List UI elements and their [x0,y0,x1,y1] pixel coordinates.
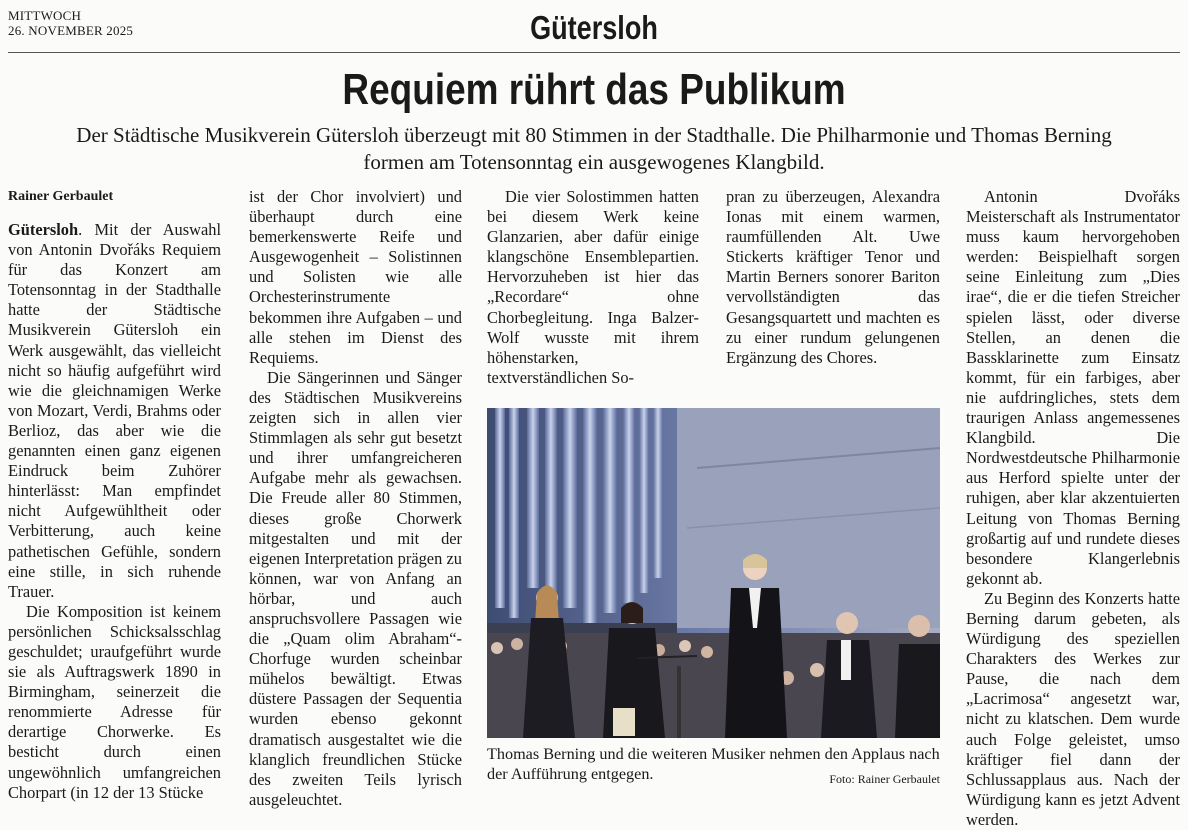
column-4 [726,187,940,368]
dateline: Gütersloh [8,220,79,239]
photo-credit: Foto: Rainer Gerbaulet [829,772,940,786]
concert-photo [487,408,940,738]
weekday: MITTWOCH [8,8,82,23]
paragraph: Antonin Dvořáks Meisterschaft als Instrumentator muss kaum hervorgehoben werden: Beispielhaft sorgen seine Einleitung zum „Dies irae“, die er die tiefen Streicher spielen lässt, oder diverse Stellen, an denen die Bassklarinette zum Einsatz kommt, für ein farbiges, aber nie aufdringliches, stets dem traurigen Anlass angemessenes Klangbild. Die Nordwestdeutsche Philharmonie aus Herford spielte unter der ruhigen, aber klar akzentuierten Leitung von Thomas Berning großartig auf und rundete dieses besondere Klangerlebnis gekonnt ab. [966,187,1180,588]
date: 26. NOVEMBER 2025 [8,23,134,38]
paragraph: Die Komposition ist keinem persönlichen Schicksalsschlag geschuldet; uraufgeführt wurde sie als Auftragswerk 1890 in Birmingham, seinerzeit die renommierte Adresse für derartige Chorwerke. Es besticht durch einen ungewöhnlich umfangreichen Chorpart (in 12 der 13 Stücke [8,601,221,802]
photo-caption [487,744,940,784]
subheadline: Der Städtische Musikverein Gütersloh überzeugt mit 80 Stimmen in der Stadthalle. Die Philharmonie und Thomas Berning formen am Totensonntag ein ausgewogenes Klangbild. [76,123,1112,174]
paragraph [8,220,221,602]
column-5 [966,187,1180,830]
paragraph: pran zu überzeugen, Alexandra Ionas mit einem warmen, raumfüllenden Alt. Uwe Stickerts kräftiger Tenor und Martin Berners sonorer Bariton vervollständigten das Gesangsquartett und machten es zu einer rundum gelungenen Ergänzung des Chores. [726,187,940,367]
header-divider [8,52,1180,53]
paragraph: ist der Chor involviert) und überhaupt durch eine bemerkenswerte Reife und Ausgewogenheit – Solistinnen und Solisten wie alle Orchesterinstrumente bekommen ihre Aufgaben – und alle stehen im Dienst des Requiems. [249,187,462,367]
column-1 [8,187,221,803]
byline: Rainer Gerbaulet [8,189,114,204]
caption-text: Thomas Berning und die weiteren Musiker nehmen den Applaus nach der Aufführung entgegen. [487,745,940,783]
paragraph: Die Sängerinnen und Sänger des Städtischen Musikvereins zeigten sich in allen vier Stimmlagen als sehr gut besetzt und ihrer umfangreicheren Aufgabe mehr als gewachsen. Die Freude aller 80 Stimmen, dieses große Chorwerk mitgestalten und mit der eigenen Interpretation prägen zu können, war von Anfang an hörbar, und auch anspruchsvollere Passagen wie die „Quam olim Abraham“-Chorfuge wurden scheinbar mühelos bewältigt. Etwas düstere Passagen der Sequentia wurden ebenso gekonnt dramatisch ausgestaltet wie die klanglich freundlichen Stücke des zweiten Teils lyrisch ausgeleuchtet. [249,367,462,809]
paragraph: Zu Beginn des Konzerts hatte Berning darum gebeten, als Würdigung des speziellen Charakters des Werkes zur Pause, die nach dem „Lacrimosa“ angesetzt war, nicht zu klatschen. Dem wurde auch Folge geleistet, umso kräftiger fiel dann der Schlussapplaus aus. Nach der Würdigung kann es jetzt Advent werden. [966,588,1180,829]
section-title: Gütersloh [530,9,658,46]
paragraph-text: . Mit der Auswahl von Antonin Dvořáks Requiem für das Konzert am Totensonntag in der Stadthalle hatte der Städtische Musikverein Gütersloh ein Werk ausgewählt, das vielleicht nicht so häufig aufgeführt wird wie die gleichnamigen Werke von Mozart, Verdi, Brahms oder Berlioz, das aber wie die genannten einen ganz eigenen Eindruck beim Zuhörer hinterlässt: Man empfindet nicht Aufgewühltheit oder Verbitterung, auch keine pathetischen Gefühle, sondern eine stille, in sich ruhende Trauer. [8,220,221,601]
headline: Requiem rührt das Publikum [342,65,846,114]
masthead [8,8,1180,54]
column-2 [249,187,462,810]
concert-photo-illustration [487,408,940,738]
column-3 [487,187,699,388]
paragraph: Die vier Solostimmen hatten bei diesem Werk keine Glanzarien, aber dafür einige klangschöne Ensemblepartien. Hervorzuheben ist hier das „Recordare“ ohne Chorbegleitung. Inga Balzer-Wolf wusste mit ihrem höhenstarken, textverständlichen So- [487,187,699,387]
